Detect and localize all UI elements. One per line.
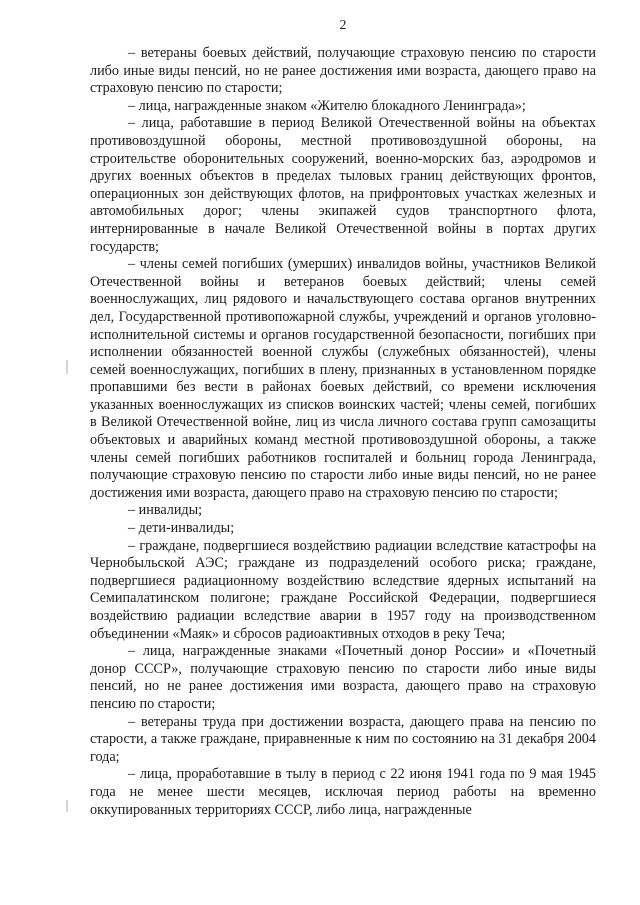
list-item-combat-veterans: – ветераны боевых действий, получающие страховую пенсию по старости либо иные виды пенсий, но не ранее достижения ими возраста, дающего право на страховую пенсию по старости; xyxy=(90,45,596,97)
list-item-radiation-victims: – граждане, подвергшиеся воздействию радиации вследствие катастрофы на Чернобыльской АЭС; граждане из подразделений особого риска; граждане, подвергшиеся радиационному воздействию вследствие ядерных испытаний на Семипалатинском полигоне; граждане Российской Федерации, подвергшиеся воздействию радиации вследствие аварии в 1957 году на производственном объединении «Маяк» и сбросов радиоактивных отходов в реку Теча; xyxy=(90,537,596,642)
list-item-wartime-workers: – лица, работавшие в период Великой Отечественной войны на объектах противовоздушной обороны, местной противовоздушной обороны, на строительстве оборонительных сооружений, военно-морских баз, аэродромов и других военных объектов в пределах тыловых границ действующих фронтов, операционных зон действующих флотов, на прифронтовых участках железных и автомобильных дорог; члены экипажей судов транспортного флота, интернированные в начале Великой Отечественной войны в портах других государств; xyxy=(90,115,596,255)
list-item-blockade-residents: – лица, награжденные знаком «Жителю блокадного Ленинграда»; xyxy=(128,97,526,114)
list-item-home-front-workers: – лица, проработавшие в тылу в период с 22 июня 1941 года по 9 мая 1945 года не менее шести месяцев, исключая период работы на временно оккупированных территориях СССР, либо лица, награжденные xyxy=(90,766,596,818)
list-item-disabled: – инвалиды; xyxy=(128,502,203,519)
page-number: 2 xyxy=(339,18,347,33)
list-item-disabled-children: – дети-инвалиды; xyxy=(128,520,235,537)
scan-mark xyxy=(66,360,68,374)
list-item-labor-veterans: – ветераны труда при достижении возраста, дающего права на пенсию по старости, а также граждане, приравненные к ним по состоянию на 31 декабря 2004 года; xyxy=(90,713,596,765)
list-item-family-members: – члены семей погибших (умерших) инвалидов войны, участников Великой Отечественной войны и ветеранов боевых действий; члены семей военнослужащих, лиц рядового и начальствующего состава органов внутренних дел, Государственной противопожарной службы, учреждений и органов уголовно-исполнительной системы и органов государственной безопасности, погибших при исполнении обязанностей военной службы (служебных обязанностей), члены семей военнослужащих, погибших в плену, признанных в установленном порядке пропавшими без вести в районах боевых действий, со времени исключения указанных военнослужащих из списков воинских частей; члены семей, погибших в Великой Отечественной войне, лиц из числа личного состава групп самозащиты объектовых и аварийных команд местной противовоздушной обороны, а также члены семей погибших работников госпиталей и больниц города Ленинграда, получающие страховую пенсию по старости либо иные виды пенсий, но не ранее достижения ими возраста, дающего право на страховую пенсию по старости; xyxy=(90,256,596,501)
list-item-honorary-donors: – лица, награжденные знаками «Почетный донор России» и «Почетный донор СССР», получающие страховую пенсию по старости либо иные виды пенсий, но не ранее достижения ими возраста, дающего право на страховую пенсию по старости; xyxy=(90,643,596,712)
scan-mark xyxy=(66,800,68,812)
